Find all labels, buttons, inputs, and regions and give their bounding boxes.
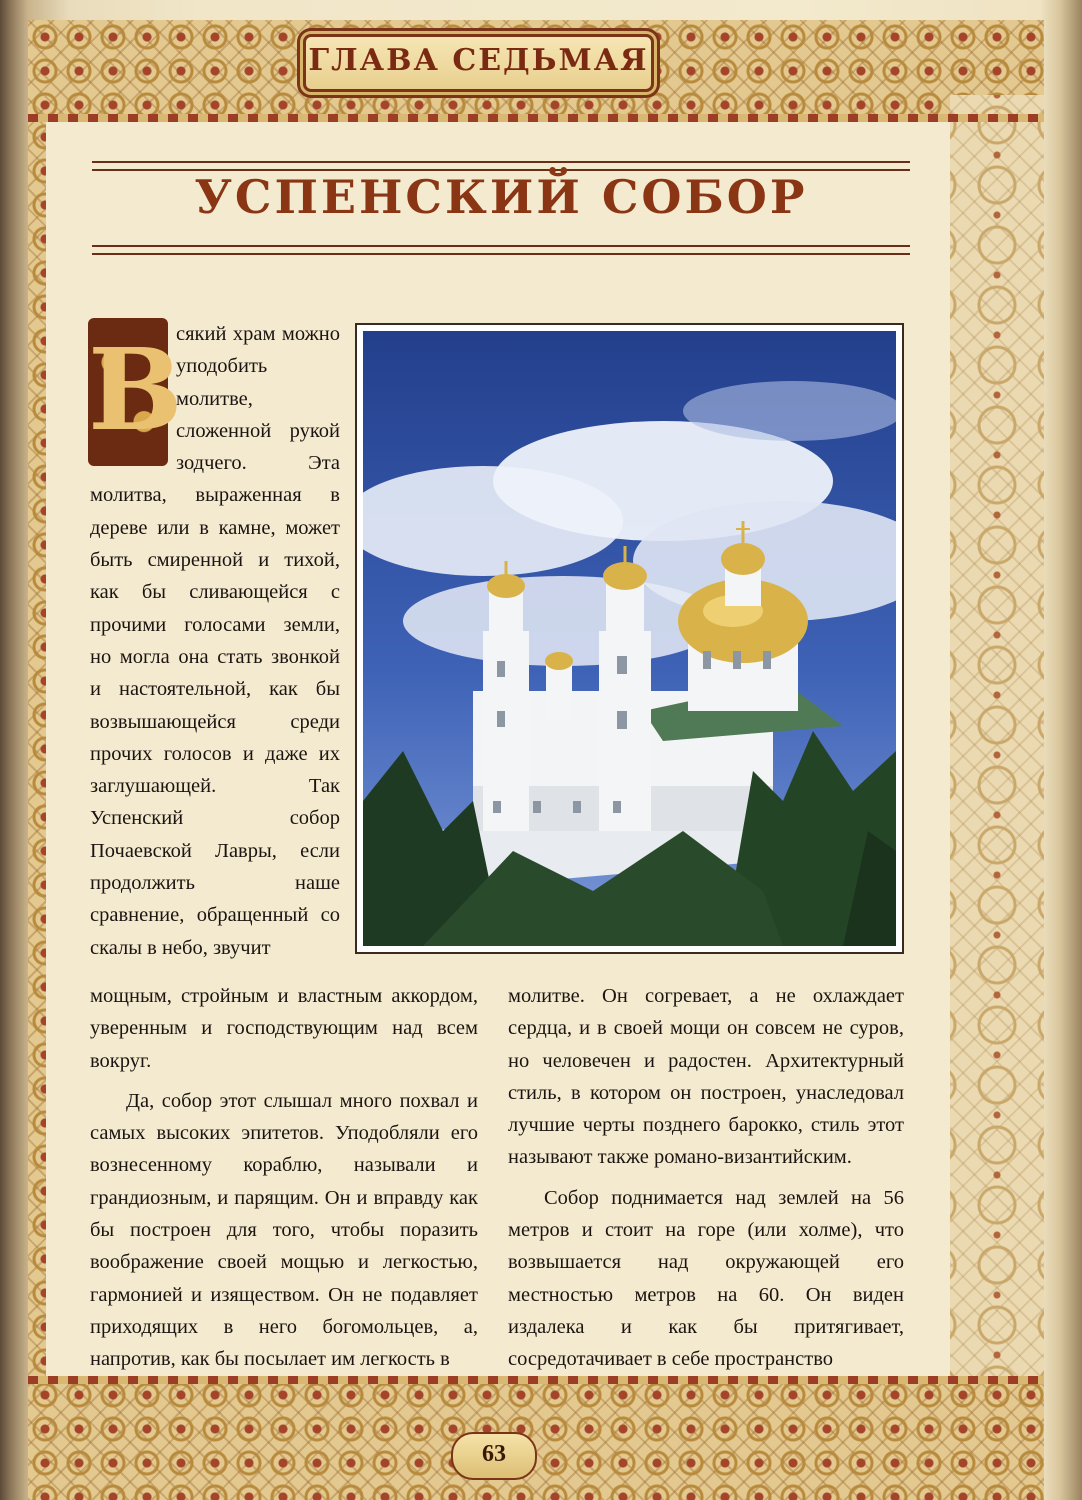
article-title: УСПЕНСКИЙ СОБОР [194,170,808,224]
cathedral-photo-image [363,331,896,946]
ornamental-dropcap [88,318,183,466]
top-ornament-edge [28,114,1044,122]
cathedral-illustration [363,331,896,946]
chapter-title: ГЛАВА СЕДЬМАЯ [308,43,649,78]
bottom-ornament-edge [28,1376,1044,1384]
bottom-ornament-border [28,1378,1044,1500]
left-ornament-border [28,120,46,1378]
page-number: 63 [482,1441,506,1467]
paragraph: Собор поднимается над землей на 56 метров и стоит на горе (или холме), что возвышается над окружающей его местностью метров на 60. Он виден издалека и как бы притягивает, сосредотачивает в себе пространство [508,1186,904,1371]
chapter-tab [303,34,654,92]
paragraph: Да, собор этот слышал много похвал и самых высоких эпитетов. Уподобляли его вознесенному кораблю, называли и грандиозным, и парящим. Он и вправду как бы построен для того, чтобы поразить воображение своей мощью и легкостью, гармонией и изяществом. Он не подавляет приходящих в него богомольцев, а, напротив, как бы посылает им легкость в [90,1089,478,1371]
page-number-badge [451,1432,537,1480]
dropcap-letter: В [88,325,183,456]
body-text-left-upper-content: сякий храм можно уподобить молитве, сложенной рукой зодчего. Эта молитва, выраженная в дереве или в камне, может быть смиренной и тихой, как бы сливающейся с прочими голосами земли, но могла она стать звонкой и настоятельной, как бы возвышающейся среди прочих голосов и даже их заглушающей. Так Успенский собор Почаевской Лавры, если продолжить наше сравнение, обращенный со скалы в небо, звучит [90,323,340,959]
heading-rule-bottom [92,245,910,255]
body-text-left-lower [90,980,478,1376]
paragraph: молитве. Он согревает, а не охлаждает сердца, и в своей мощи он совсем не суров, но человечен и радостен. Архитектурный стиль, в котором он построен, унаследовал лучшие черты позднего барокко, стиль этот называют также романо-византийским. [508,985,904,1169]
paragraph: мощным, стройным и властным аккордом, уверенным и господствующим над всем вокруг. [90,985,478,1072]
cathedral-photo [355,323,904,954]
body-text-right [508,980,904,1376]
right-ornament-border [950,95,1044,1378]
